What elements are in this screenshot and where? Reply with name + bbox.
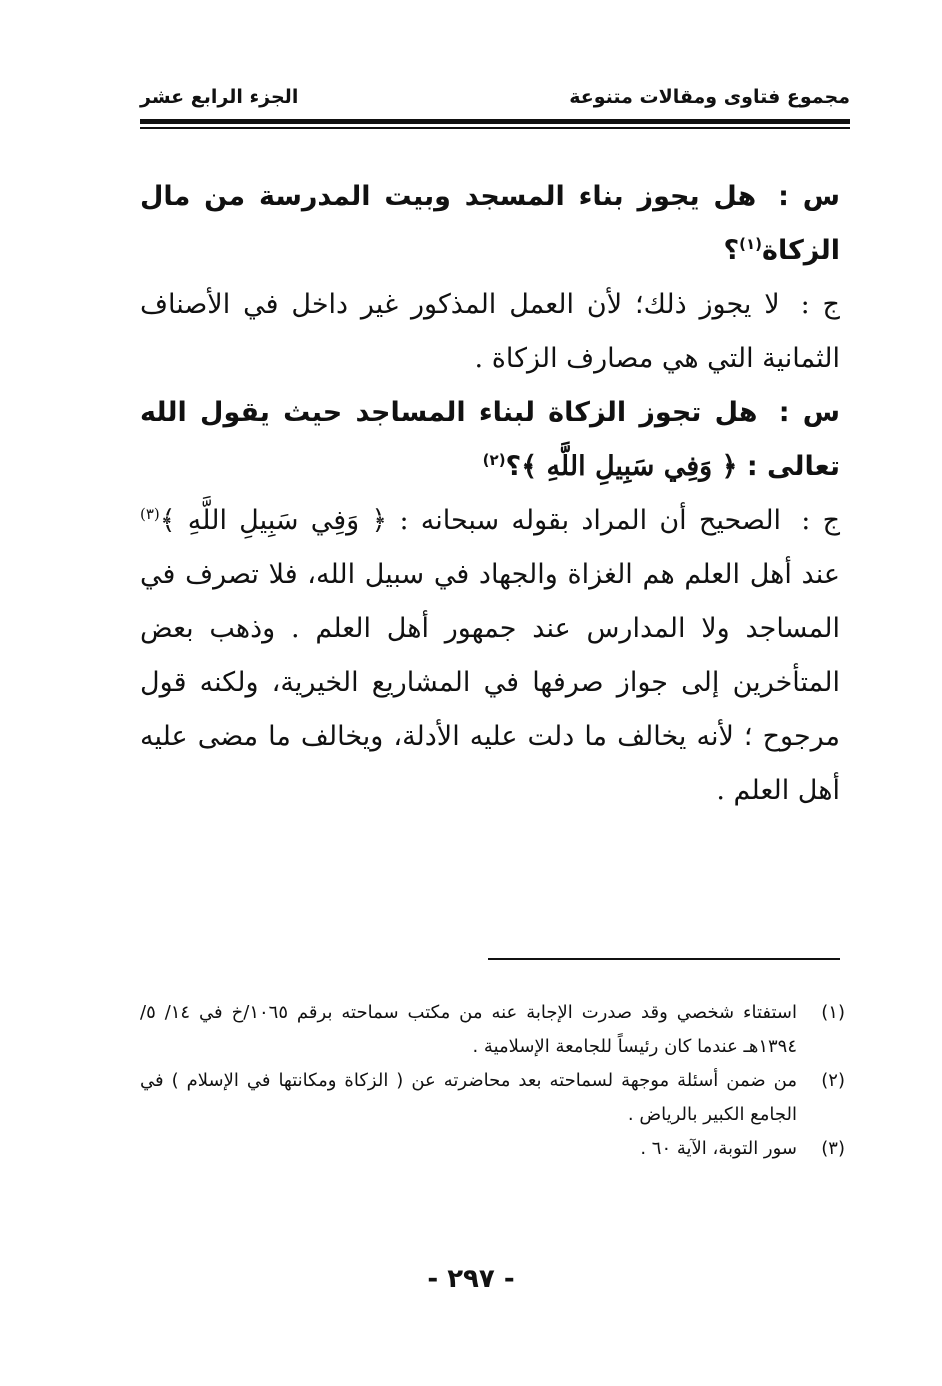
footnote-text: من ضمن أسئلة موجهة لسماحته بعد محاضرته عن ( الزكاة ومكانتها في الإسلام ) في الجامع الكبير بالرياض . (140, 1070, 797, 1125)
header-rule-thin (140, 127, 850, 129)
answer-1 (140, 278, 840, 386)
question-mark: ؟ (505, 451, 522, 482)
footnote-item (140, 996, 845, 1064)
footnote-ref: (٣) (140, 505, 160, 523)
footnote-text: استفتاء شخصي وقد صدرت الإجابة عنه من مكتب سماحته برقم ١٠٦٥/خ في ١٤/ ٥/ ١٣٩٤هـ عندما كان رئيساً للجامعة الإسلامية . (140, 1002, 798, 1057)
question-prefix: س : (778, 397, 840, 428)
volume-label: الجزء الرابع عشر (140, 86, 299, 108)
answer-text: لا يجوز ذلك؛ لأن العمل المذكور غير داخل في الأصناف الثمانية التي هي مصارف الزكاة . (140, 289, 840, 374)
footnote-number: (٣) (821, 1138, 845, 1159)
question-text: هل يجوز بناء المسجد وبيت المدرسة من مال الزكاة (140, 181, 840, 266)
question-1 (140, 170, 840, 278)
question-mark: ؟ (723, 235, 740, 266)
footnote-item (140, 1064, 845, 1132)
footnote-separator (488, 958, 840, 960)
quran-quote: ﴿ وَفِي سَبِيلِ اللَّهِ ﴾ (159, 505, 388, 536)
footnote-ref: (٢) (482, 451, 506, 469)
footnote-text: سور التوبة، الآية ٦٠ . (640, 1138, 797, 1159)
answer-text-part-2: عند أهل العلم هم الغزاة والجهاد في سبيل الله، فلا تصرف في المساجد ولا المدارس عند جمهور أهل العلم . وذهب بعض المتأخرين إلى جواز صرفها في المشاريع الخيرية، ولكنه قول مرجوح ؛ لأنه يخالف ما دلت عليه الأدلة، ويخالف ما مضى عليه أهل العلم . (140, 559, 840, 806)
main-text (140, 170, 840, 818)
footnote-ref: (١) (739, 235, 763, 253)
footnote-number: (١) (821, 1002, 845, 1023)
answer-text-part-1: الصحيح أن المراد بقوله سبحانه : (399, 505, 782, 536)
question-prefix: س : (778, 181, 840, 212)
answer-prefix: ج : (800, 289, 840, 320)
quran-quote: ﴿ وَفِي سَبِيلِ اللَّهِ ﴾ (521, 451, 738, 482)
answer-prefix: ج : (801, 505, 840, 536)
question-2 (140, 386, 840, 494)
footnote-number: (٢) (821, 1070, 845, 1091)
answer-2 (140, 494, 840, 818)
running-header (140, 86, 850, 116)
footnotes (140, 996, 845, 1166)
question-text: هل تجوز الزكاة لبناء المساجد حيث يقول الله تعالى : (140, 397, 840, 482)
header-rule-thick (140, 119, 850, 124)
page-number: - ٢٩٧ - (427, 1264, 515, 1294)
book-title: مجموع فتاوى ومقالات متنوعة (569, 86, 850, 108)
footnote-item (140, 1132, 845, 1166)
